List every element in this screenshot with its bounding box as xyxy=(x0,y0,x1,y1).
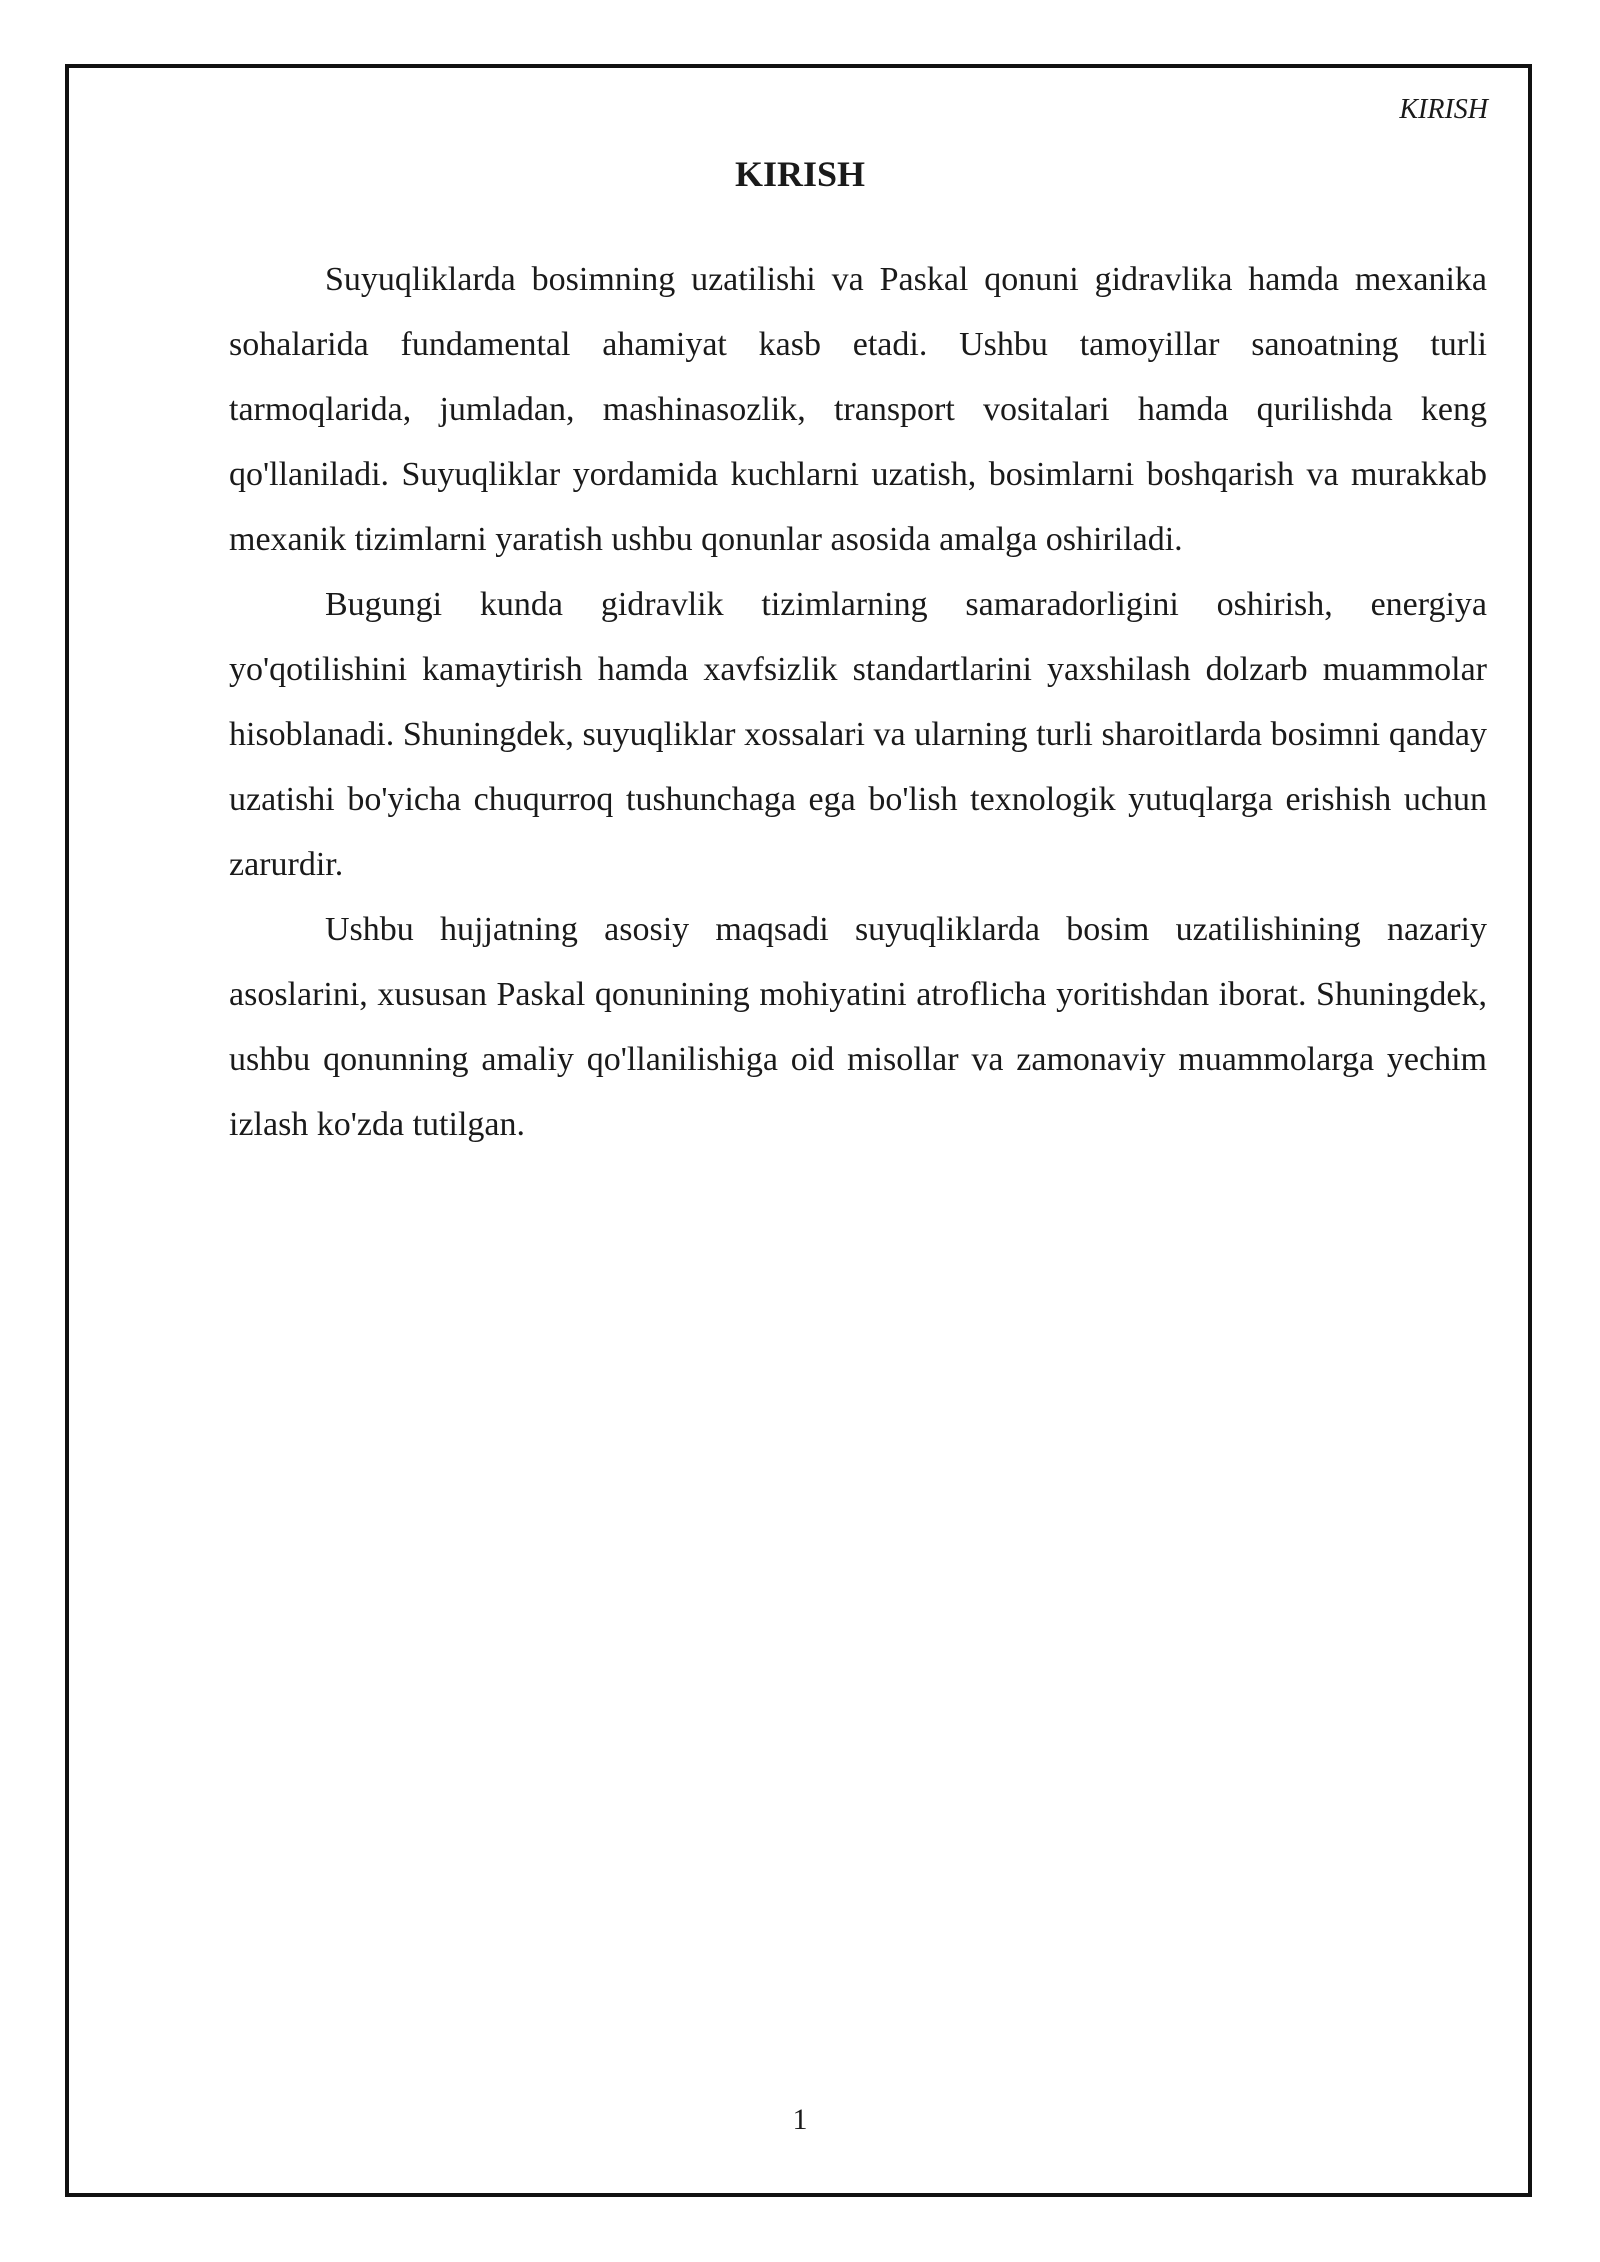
running-header: KIRISH xyxy=(1399,94,1488,125)
page-number: 1 xyxy=(792,2103,808,2136)
paragraph-1: Suyuqliklarda bosimning uzatilishi va Paskal qonuni gidravlika hamda mexanika sohalarida fundamental ahamiyat kasb etadi. Ushbu tamoyillar sanoatning turli tarmoqlarida, jumladan, mashinasozlik, transport vositalari hamda qurilishda keng qo'llaniladi. Suyuqliklar yordamida kuchlarni uzatish, bosimlarni boshqarish va murakkab mexanik tizimlarni yaratish ushbu qonunlar asosida amalga oshiriladi. xyxy=(229,261,1487,558)
paragraph-3: Ushbu hujjatning asosiy maqsadi suyuqliklarda bosim uzatilishining nazariy asoslarini, xususan Paskal qonunining mohiyatini atroflicha yoritishdan iborat. Shuningdek, ushbu qonunning amaliy qo'llanilishiga oid misollar va zamonaviy muammolarga yechim izlash ko'zda tutilgan. xyxy=(229,911,1487,1143)
paragraph-2: Bugungi kunda gidravlik tizimlarning samaradorligini oshirish, energiya yo'qotilishini kamaytirish hamda xavfsizlik standartlarini yaxshilash dolzarb muammolar hisoblanadi. Shuningdek, suyuqliklar xossalari va ularning turli sharoitlarda bosimni qanday uzatishi bo'yicha chuqurroq tushunchaga ega bo'lish texnologik yutuqlarga erishish uchun zarurdir. xyxy=(229,586,1487,883)
body-text xyxy=(229,247,1487,1157)
page-title: KIRISH xyxy=(734,154,866,194)
